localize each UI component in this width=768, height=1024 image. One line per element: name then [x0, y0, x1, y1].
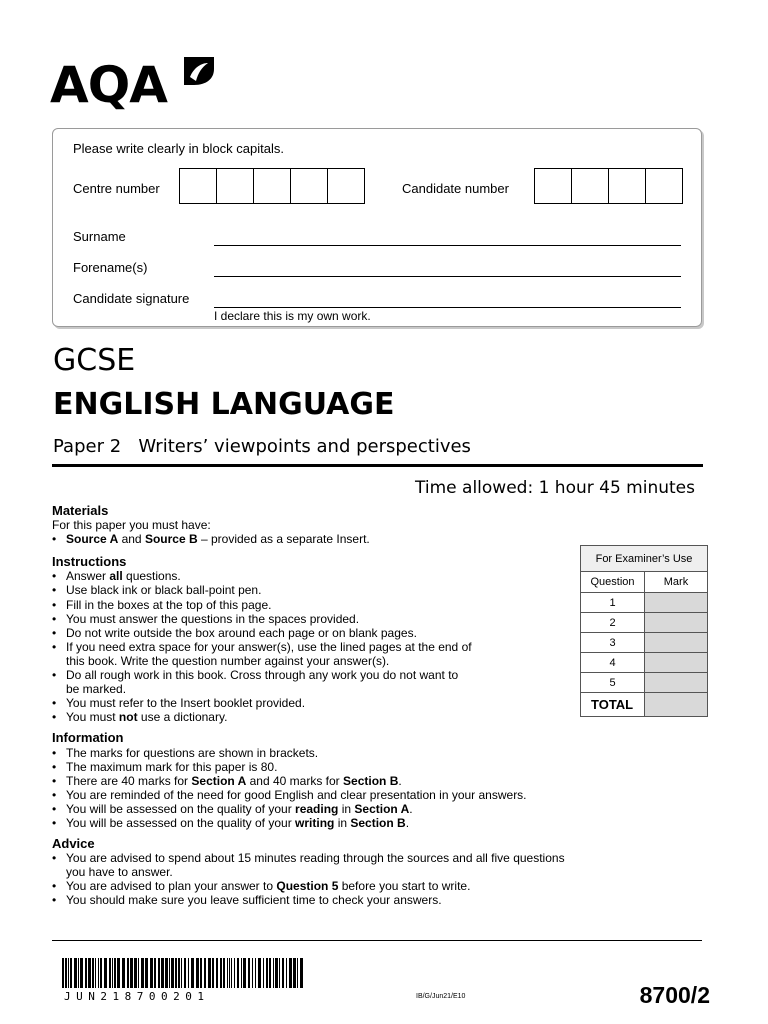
- materials-intro: For this paper you must have:: [52, 518, 211, 533]
- time-allowed: Time allowed: 1 hour 45 minutes: [415, 478, 695, 498]
- centre-number-digit-box[interactable]: [290, 168, 328, 204]
- information-item: • The maximum mark for this paper is 80.: [52, 760, 652, 774]
- instruction-item: • Use black ink or black ball-point pen.: [52, 583, 652, 597]
- surname-label: Surname: [73, 229, 126, 244]
- total-mark-cell: [645, 693, 708, 717]
- advice-heading: Advice: [52, 836, 95, 852]
- candidate-number-digit-box[interactable]: [645, 168, 683, 204]
- signature-field[interactable]: [214, 307, 681, 308]
- forenames-field[interactable]: [214, 276, 681, 277]
- instruction-item: • If you need extra space for your answer(s), use the lined pages at the end of: [52, 640, 652, 654]
- centre-number-label: Centre number: [73, 181, 160, 196]
- materials-item: • Source A and Source B – provided as a separate Insert.: [52, 532, 652, 546]
- instructions-column: [52, 504, 652, 908]
- information-item: • You are reminded of the need for good English and clear presentation in your answers.: [52, 788, 652, 802]
- instructions-heading: Instructions: [52, 554, 127, 570]
- instruction-item: • You must not use a dictionary.: [52, 710, 652, 724]
- total-label: TOTAL: [581, 693, 645, 717]
- examiner-use-table: [580, 545, 708, 717]
- barcode-text: JUN218700201: [64, 990, 210, 1003]
- mark-cell: [645, 633, 708, 653]
- mark-cell: [645, 653, 708, 673]
- examiner-table-heading: For Examiner’s Use: [581, 546, 708, 572]
- qualification-title: GCSE: [53, 343, 136, 378]
- instruction-item: • Answer all questions.: [52, 569, 652, 583]
- instruction-item: • Do not write outside the box around each page or on blank pages.: [52, 626, 652, 640]
- materials-heading: Materials: [52, 503, 109, 518]
- barcode: [62, 958, 307, 988]
- advice-item-continued: you have to answer.: [66, 865, 173, 880]
- declaration-text: I declare this is my own work.: [214, 309, 371, 323]
- centre-number-boxes: [179, 168, 365, 204]
- information-heading: Information: [52, 730, 124, 746]
- information-item: • You will be assessed on the quality of your reading in Section A.: [52, 802, 652, 816]
- instruction-item: • You must answer the questions in the spaces provided.: [52, 612, 652, 626]
- candidate-number-boxes: [534, 168, 683, 204]
- advice-item: • You are advised to plan your answer to Question 5 before you start to write.: [52, 879, 652, 893]
- advice-item: • You should make sure you leave sufficient time to check your answers.: [52, 893, 652, 907]
- instruction-item: • You must refer to the Insert booklet provided.: [52, 696, 652, 710]
- question-number: 3: [581, 633, 645, 653]
- candidate-number-label: Candidate number: [402, 181, 509, 196]
- instruction-item: • Do all rough work in this book. Cross through any work you do not want to: [52, 668, 652, 682]
- centre-number-digit-box[interactable]: [216, 168, 254, 204]
- question-number: 4: [581, 653, 645, 673]
- logo-text: AQA: [50, 56, 167, 114]
- information-item: • You will be assessed on the quality of your writing in Section B.: [52, 816, 652, 830]
- centre-number-digit-box[interactable]: [179, 168, 217, 204]
- mark-column-header: Mark: [645, 572, 708, 593]
- footer-divider: [52, 940, 702, 941]
- instruction-item-continued: this book. Write the question number against your answer(s).: [66, 653, 390, 668]
- advice-item: • You are advised to spend about 15 minutes reading through the sources and all five questions: [52, 851, 652, 865]
- subject-title: ENGLISH LANGUAGE: [53, 387, 395, 422]
- aqa-logo: [50, 53, 220, 113]
- surname-field[interactable]: [214, 245, 681, 246]
- mark-cell: [645, 593, 708, 613]
- candidate-number-digit-box[interactable]: [534, 168, 572, 204]
- candidate-number-digit-box[interactable]: [571, 168, 609, 204]
- mark-cell: [645, 673, 708, 693]
- paper-code: 8700/2: [639, 982, 710, 1008]
- aqa-leaf-icon: [180, 55, 216, 87]
- block-capitals-instruction: Please write clearly in block capitals.: [73, 141, 284, 156]
- forenames-label: Forename(s): [73, 260, 148, 275]
- title-divider: [52, 464, 703, 467]
- instruction-item-continued: be marked.: [66, 682, 127, 697]
- question-number: 2: [581, 613, 645, 633]
- question-column-header: Question: [581, 572, 645, 593]
- document-reference: IB/G/Jun21/E10: [416, 993, 466, 1000]
- question-number: 1: [581, 593, 645, 613]
- mark-cell: [645, 613, 708, 633]
- question-number: 5: [581, 673, 645, 693]
- centre-number-digit-box[interactable]: [253, 168, 291, 204]
- centre-number-digit-box[interactable]: [327, 168, 365, 204]
- information-item: • The marks for questions are shown in brackets.: [52, 746, 652, 760]
- paper-title: Paper 2 Writers’ viewpoints and perspectives: [53, 436, 471, 457]
- signature-label: Candidate signature: [73, 291, 190, 306]
- candidate-number-digit-box[interactable]: [608, 168, 646, 204]
- information-item: • There are 40 marks for Section A and 40 marks for Section B.: [52, 774, 652, 788]
- instruction-item: • Fill in the boxes at the top of this page.: [52, 598, 652, 612]
